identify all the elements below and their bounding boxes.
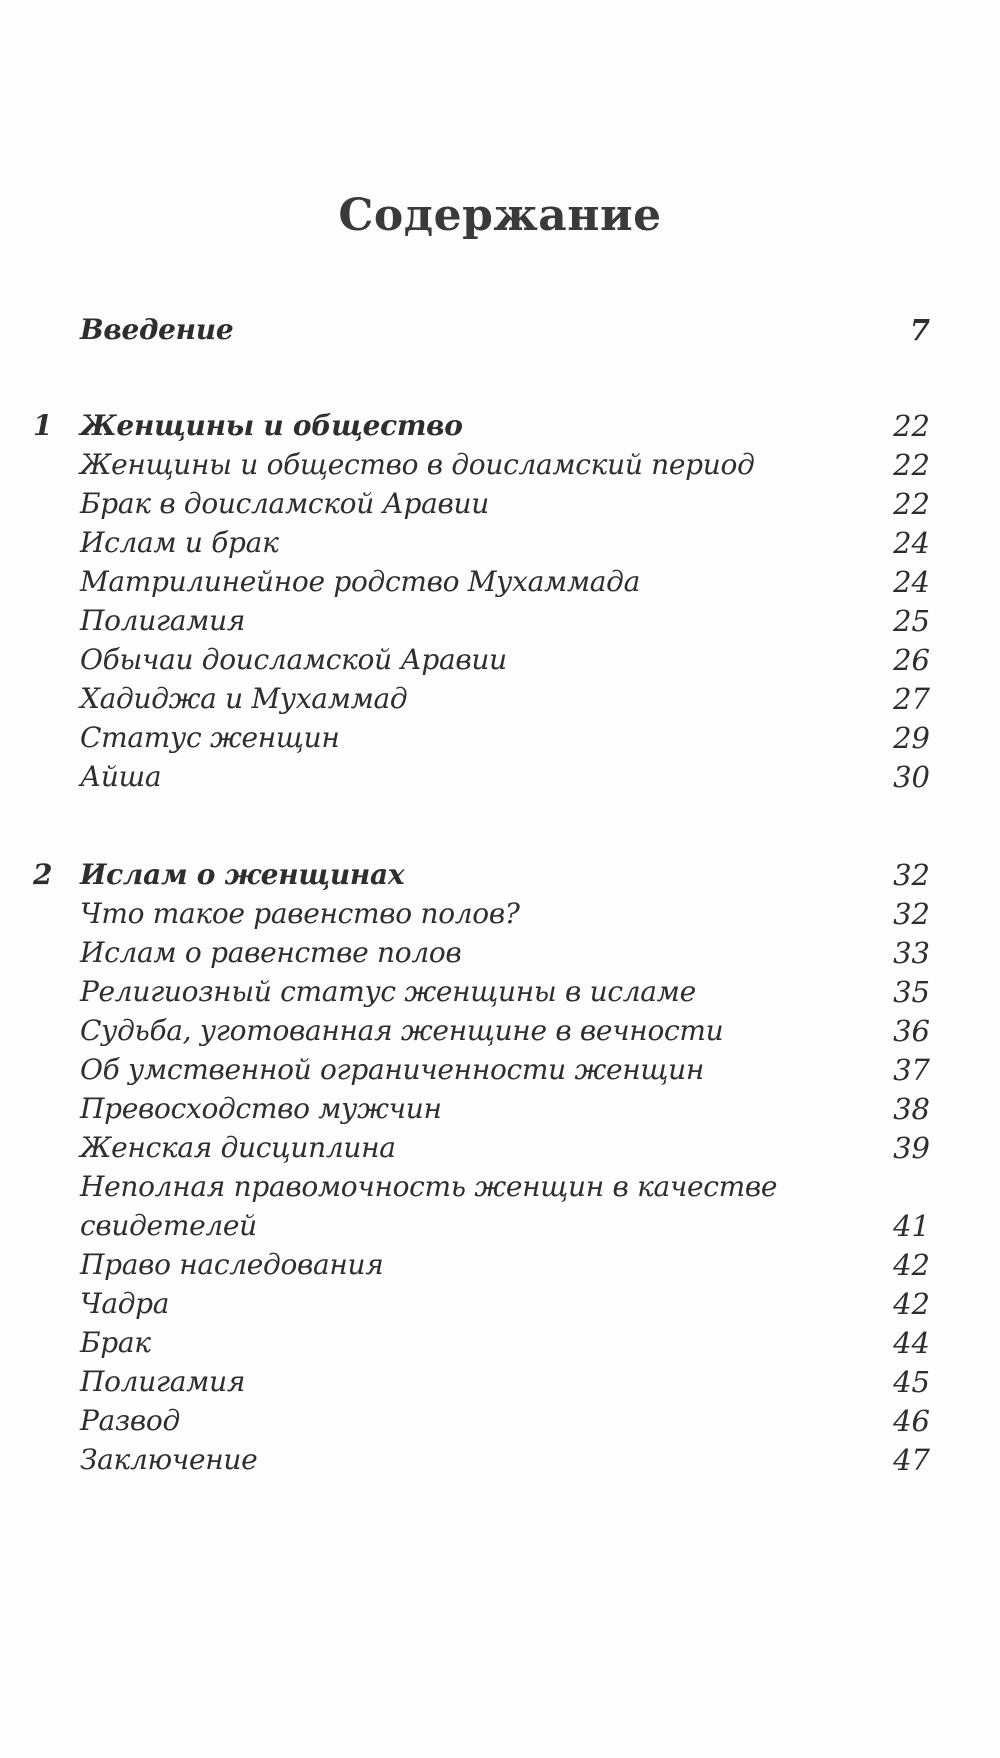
toc-page-number: 33	[893, 936, 930, 970]
toc-section	[0, 894, 1000, 934]
toc-section	[0, 562, 1000, 602]
toc-entry-label: Женщины и общество в доисламский период	[80, 448, 755, 481]
toc-section	[0, 1323, 1000, 1363]
toc-section	[0, 1440, 1000, 1480]
chapter-number: 2	[33, 858, 53, 891]
toc-chapter-1	[0, 406, 1000, 446]
toc-entry-label: Брак	[80, 1326, 151, 1359]
toc-entry-label: Что такое равенство полов?	[80, 897, 520, 930]
toc-page-number: 45	[893, 1365, 930, 1399]
toc-page-number: 36	[893, 1014, 930, 1048]
toc-page-number: 37	[893, 1053, 930, 1087]
toc-entry-label: Обычаи доисламской Аравии	[80, 643, 507, 676]
toc-entry-label: Об умственной ограниченности женщин	[80, 1053, 705, 1086]
toc-section	[0, 757, 1000, 797]
toc-entry-label: Статус женщин	[80, 721, 340, 754]
toc-section	[0, 1011, 1000, 1051]
toc-entry-label: Превосходство мужчин	[80, 1092, 442, 1125]
toc-page-number: 22	[893, 487, 930, 521]
toc-section	[0, 640, 1000, 680]
toc-page-number: 47	[893, 1443, 930, 1477]
toc-section	[0, 718, 1000, 758]
toc-page-number: 26	[893, 643, 930, 677]
toc-page-number: 24	[893, 565, 930, 599]
toc-entry-label: Религиозный статус женщины в исламе	[80, 975, 696, 1008]
toc-section	[0, 1284, 1000, 1324]
toc-section	[0, 1050, 1000, 1090]
toc-entry-label: Развод	[80, 1404, 180, 1437]
toc-section	[0, 1401, 1000, 1441]
chapter-number: 1	[33, 409, 53, 442]
toc-entry-label: Ислам и брак	[80, 526, 279, 559]
toc-entry-label: Полигамия	[80, 604, 246, 637]
toc-entry-label: Неполная правомочность женщин в качестве	[80, 1170, 778, 1203]
toc-page-number: 7	[909, 313, 930, 347]
toc-entry-label: Полигамия	[80, 1365, 246, 1398]
toc-section	[0, 601, 1000, 641]
toc-entry-label: Матрилинейное родство Мухаммада	[80, 565, 641, 598]
toc-page-number: 27	[893, 682, 930, 716]
toc-page-number: 29	[893, 721, 930, 755]
toc-section	[0, 972, 1000, 1012]
toc-entry-label: Право наследования	[80, 1248, 384, 1281]
toc-entry-label: Ислам о женщинах	[80, 858, 405, 891]
toc-section	[0, 679, 1000, 719]
toc-section	[0, 484, 1000, 524]
toc-entry-label: Заключение	[80, 1443, 258, 1476]
toc-section	[0, 523, 1000, 563]
toc-chapter-2	[0, 855, 1000, 895]
toc-section	[0, 1128, 1000, 1168]
toc-entry-label: Брак в доисламской Аравии	[80, 487, 489, 520]
toc-section	[0, 1245, 1000, 1285]
toc-page-number: 42	[893, 1248, 930, 1282]
toc-page-number: 22	[893, 409, 930, 443]
page-title: Содержание	[338, 190, 662, 241]
toc-section	[0, 1362, 1000, 1402]
toc-entry-label: Судьба, уготованная женщине в вечности	[80, 1014, 724, 1047]
toc-page-number: 38	[893, 1092, 930, 1126]
toc-page-number: 42	[893, 1287, 930, 1321]
toc-section	[0, 1089, 1000, 1129]
toc-section-multiline	[0, 1167, 1000, 1207]
toc-entry-label: Хадиджа и Мухаммад	[80, 682, 408, 715]
toc-page-number: 39	[893, 1131, 930, 1165]
toc-page-number: 24	[893, 526, 930, 560]
toc-entry-label: Айша	[80, 760, 162, 793]
toc-section	[0, 933, 1000, 973]
toc-entry-label: Женщины и общество	[80, 409, 463, 442]
toc-page-number: 44	[893, 1326, 930, 1360]
toc-page-number: 32	[893, 897, 930, 931]
toc-section	[0, 445, 1000, 485]
toc-entry-label-continued: свидетелей	[80, 1209, 257, 1242]
toc-page-number: 25	[893, 604, 930, 638]
toc-section-continuation	[0, 1206, 1000, 1246]
toc-entry-label: Ислам о равенстве полов	[80, 936, 462, 969]
toc-page-number: 22	[893, 448, 930, 482]
toc-entry-label: Введение	[80, 313, 234, 346]
toc-page-number: 32	[893, 858, 930, 892]
toc-entry-label: Чадра	[80, 1287, 170, 1320]
toc-intro	[0, 310, 1000, 350]
toc-entry-label: Женская дисциплина	[80, 1131, 396, 1164]
toc-page-number: 46	[893, 1404, 930, 1438]
toc-page-number: 41	[893, 1209, 930, 1243]
toc-page-number: 30	[893, 760, 930, 794]
toc-page-number: 35	[893, 975, 930, 1009]
